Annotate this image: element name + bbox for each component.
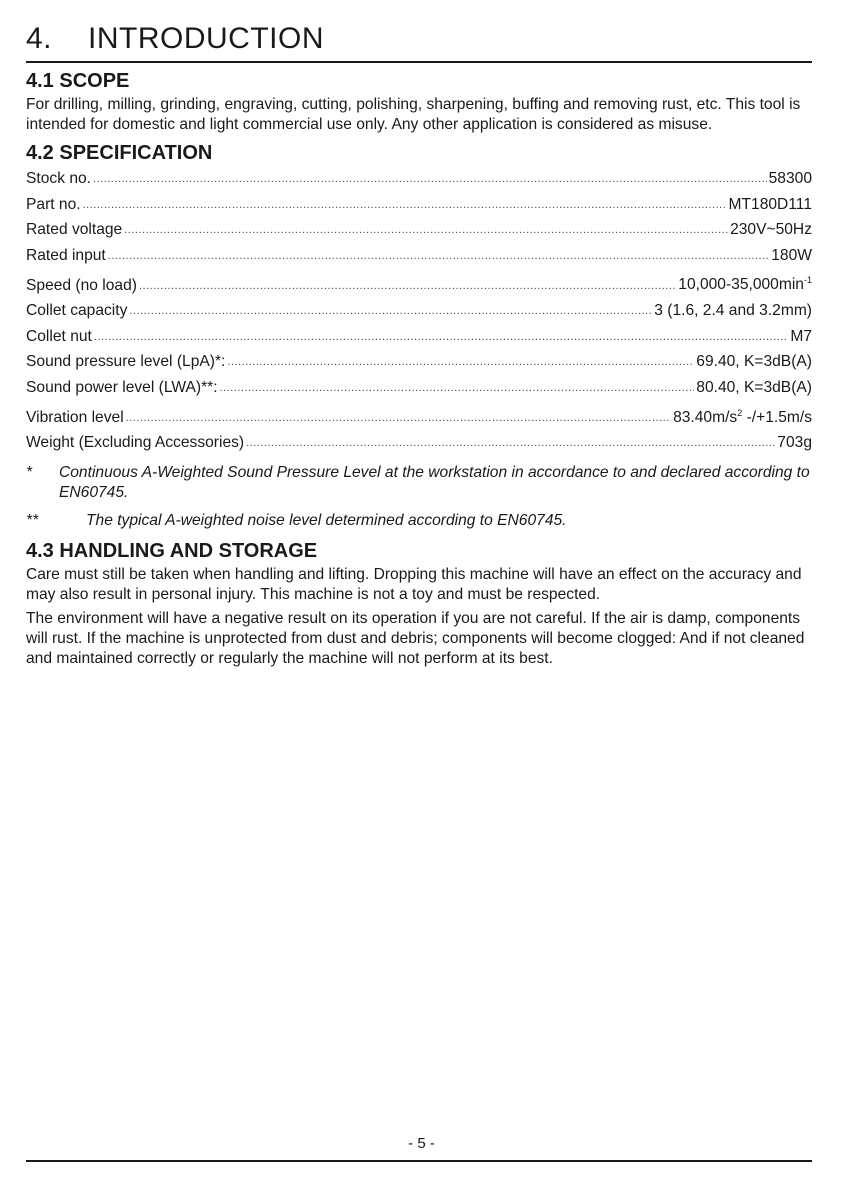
spec-row (26, 193, 812, 219)
spec-value (771, 244, 812, 268)
spec-value-superscript: -1 (803, 275, 812, 286)
spec-row (26, 402, 812, 432)
spec-value-text: 83.40m/s (673, 408, 738, 426)
handling-section (26, 539, 812, 669)
spec-row (26, 431, 812, 457)
footnote-text: Continuous A-Weighted Sound Pressure Level at the workstation in accordance to and declared according to EN60745. (59, 463, 810, 501)
spec-label: Sound power level (LWA)**: (26, 378, 218, 396)
dot-leader (83, 192, 727, 218)
footnote (26, 463, 812, 503)
spec-value (729, 193, 813, 217)
spec-value-text: 3 (1.6, 2.4 and 3.2mm) (654, 302, 812, 320)
dot-leader (246, 430, 775, 456)
specification-table (26, 167, 812, 457)
spec-value (673, 402, 812, 430)
spec-label: Speed (no load) (26, 276, 137, 294)
spec-value-text: 58300 (768, 170, 812, 187)
specification-section (26, 141, 812, 531)
scope-heading: 4.1 SCOPE (26, 70, 130, 92)
spec-value-suffix: -/+1.5m/s (742, 408, 812, 426)
specification-notes (26, 463, 812, 531)
footnote-text: The typical A-weighted noise level determined according to EN60745. (86, 511, 567, 529)
dot-leader (220, 375, 695, 401)
spec-value (730, 218, 812, 242)
spec-value (696, 376, 812, 400)
footer-divider (26, 1160, 812, 1162)
spec-value-text: 703g (777, 434, 812, 452)
specification-heading: 4.2 SPECIFICATION (26, 142, 213, 164)
spec-label: Collet nut (26, 327, 92, 345)
handling-heading: 4.3 HANDLING AND STORAGE (26, 539, 318, 562)
spec-value-text: 230V~50Hz (730, 221, 812, 239)
page-number: - 5 - (408, 1135, 435, 1152)
handling-paragraph: Care must still be taken when handling and lifting. Dropping this machine will have an effect on the accuracy and may also result in personal injury. This machine is not a toy and must be respected. (26, 565, 802, 603)
spec-value (654, 299, 812, 323)
footnote-mark: ** (26, 511, 39, 529)
spec-label: Weight (Excluding Accessories) (26, 434, 245, 452)
spec-value (790, 325, 812, 349)
spec-value-text: MT180D111 (728, 195, 812, 213)
footnote-mark: * (26, 463, 33, 481)
dot-leader (94, 324, 788, 350)
dot-leader (139, 273, 676, 299)
spec-value-text: 69.40, K=3dB(A) (696, 353, 812, 371)
spec-row (26, 218, 812, 244)
spec-label: Rated input (26, 246, 106, 264)
spec-row (26, 376, 812, 402)
chapter-title (26, 20, 812, 63)
spec-row (26, 299, 812, 325)
handling-paragraph: The environment will have a negative result on its operation if you are not careful. If the air is damp, components will rust. If the machine is unprotected from dust and debris; components will become clogged: And if not cleaned and maintained correctly or regularly the machine will not perform at its best. (26, 609, 805, 667)
spec-value (696, 350, 812, 374)
dot-leader (126, 405, 671, 431)
spec-row (26, 167, 812, 193)
spec-label: Part no. (26, 195, 81, 213)
spec-label: Stock no. (26, 170, 92, 187)
spec-value (769, 167, 812, 191)
footnote (26, 511, 812, 531)
spec-row (26, 350, 812, 376)
spec-value-text: 80.40, K=3dB(A) (696, 378, 812, 396)
scope-text: For drilling, milling, grinding, engraving, cutting, polishing, sharpening, buffing and removing rust, etc. This tool is intended for domestic and light commercial use only. Any other application is considered as misuse. (26, 96, 801, 133)
page-content (26, 20, 812, 669)
scope-section (26, 69, 812, 135)
chapter-title-text: INTRODUCTION (88, 22, 324, 55)
spec-value-text: 10,000-35,000min (678, 276, 804, 294)
spec-value (678, 269, 812, 297)
dot-leader (108, 243, 769, 269)
spec-value-text: 180W (771, 246, 812, 264)
chapter-number: 4. (26, 22, 53, 55)
spec-label: Vibration level (26, 408, 124, 426)
dot-leader (227, 349, 694, 375)
spec-label: Collet capacity (26, 302, 128, 320)
spec-value-text: M7 (790, 327, 812, 345)
spec-value (777, 431, 812, 455)
dot-leader (124, 217, 728, 243)
dot-leader (93, 166, 767, 192)
spec-row (26, 325, 812, 351)
dot-leader (129, 298, 652, 324)
spec-row (26, 244, 812, 270)
spec-row (26, 269, 812, 299)
spec-label: Rated voltage (26, 221, 123, 239)
spec-label: Sound pressure level (LpA)*: (26, 353, 226, 371)
spec-value-superscript: 2 (737, 407, 743, 418)
